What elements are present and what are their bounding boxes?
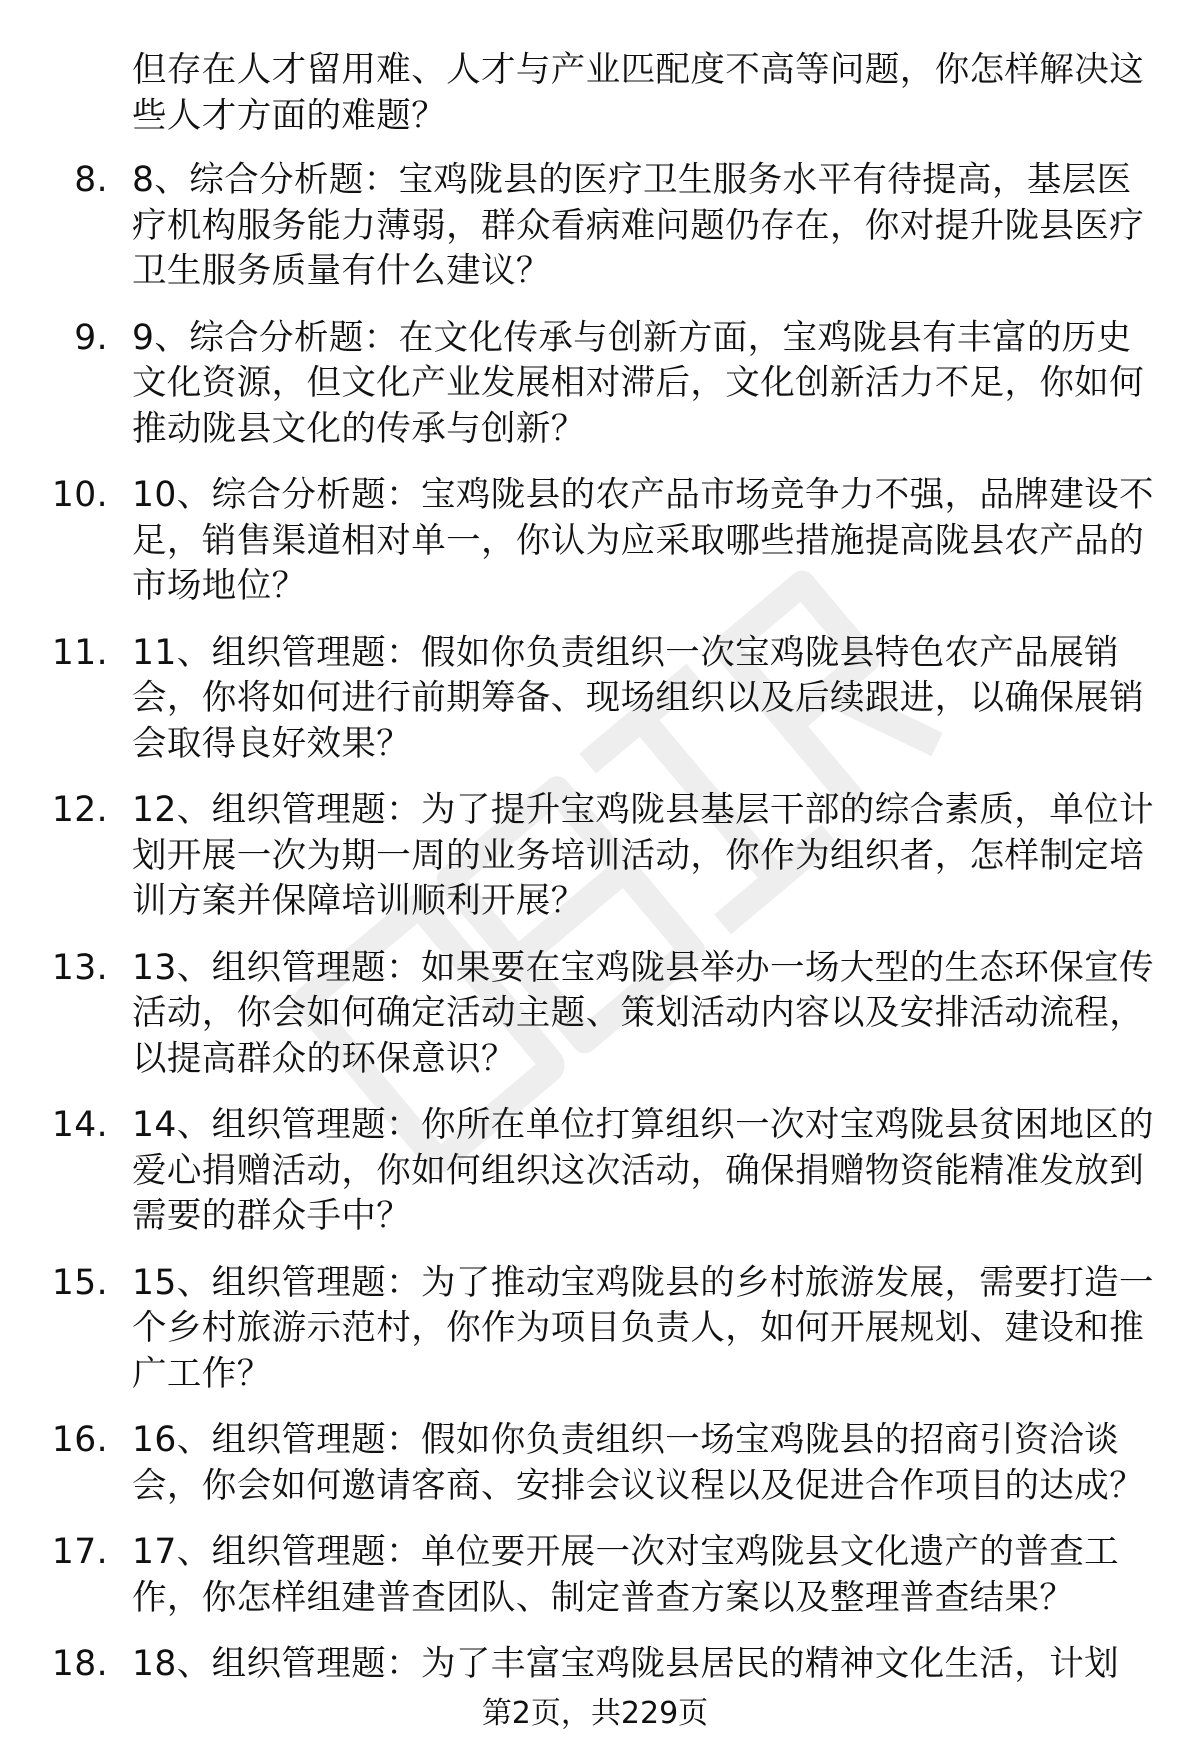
item-number: 14.: [51, 1105, 108, 1145]
item-number: 11.: [51, 632, 108, 673]
item-text: 10、综合分析题：宝鸡陇县的农产品市场竞争力不强，品牌建设不足，销售渠道相对单一，你认为应采取哪些措施提高陇县农产品的市场地位？: [132, 475, 1154, 606]
page-footer: 第2页，共229页: [481, 1696, 709, 1731]
item-number: 15.: [51, 1262, 108, 1303]
list-item: [0, 631, 1190, 768]
question-list: [0, 48, 1190, 1709]
list-item: [0, 316, 1190, 453]
item-text: 18、组织管理题：为了丰富宝鸡陇县居民的精神文化生活，计划: [132, 1644, 1119, 1684]
list-item: [0, 788, 1190, 925]
list-item: [0, 946, 1190, 1083]
item-number: 18.: [51, 1644, 108, 1684]
list-item: [0, 1418, 1190, 1509]
list-item: [0, 1642, 1190, 1688]
item-text: 12、组织管理题：为了提升宝鸡陇县基层干部的综合素质，单位计划开展一次为期一周的业务培训活动，你作为组织者，怎样制定培训方案并保障培训顺利开展？: [132, 790, 1154, 921]
list-item: [0, 1530, 1190, 1621]
item-number: 12.: [51, 790, 108, 830]
list-item-continuation: [0, 48, 1190, 139]
item-text: 17、组织管理题：单位要开展一次对宝鸡陇县文化遗产的普查工作，你怎样组建普查团队、制定普查方案以及整理普查结果？: [132, 1532, 1119, 1618]
list-item: [0, 1261, 1190, 1398]
item-number: 13.: [51, 947, 108, 988]
item-text: 11、组织管理题：假如你负责组织一次宝鸡陇县特色农产品展销会，你将如何进行前期筹备、现场组织以及后续跟进，以确保展销会取得良好效果？: [132, 632, 1145, 764]
item-text: 8、综合分析题：宝鸡陇县的医疗卫生服务水平有待提高，基层医疗机构服务能力薄弱，群众看病难问题仍存在，你对提升陇县医疗卫生服务质量有什么建议？: [132, 160, 1145, 291]
item-text: 但存在人才留用难、人才与产业匹配度不高等问题，你怎样解决这些人才方面的难题？: [132, 50, 1145, 136]
item-number: 17.: [51, 1532, 108, 1572]
item-number: 9.: [74, 317, 108, 358]
item-text: 14、组织管理题：你所在单位打算组织一次对宝鸡陇县贫困地区的爱心捐赠活动，你如何组织这次活动，确保捐赠物资能精准发放到需要的群众手中？: [132, 1105, 1154, 1236]
item-text: 9、综合分析题：在文化传承与创新方面，宝鸡陇县有丰富的历史文化资源，但文化产业发展相对滞后，文化创新活力不足，你如何推动陇县文化的传承与创新？: [132, 317, 1145, 449]
list-item: [0, 158, 1190, 295]
item-text: 15、组织管理题：为了推动宝鸡陇县的乡村旅游发展，需要打造一个乡村旅游示范村，你作为项目负责人，如何开展规划、建设和推广工作？: [132, 1262, 1154, 1394]
item-text: 16、组织管理题：假如你负责组织一场宝鸡陇县的招商引资洽谈会，你会如何邀请客商、安排会议议程以及促进合作项目的达成？: [132, 1420, 1145, 1506]
item-number: 16.: [51, 1420, 108, 1460]
list-item: [0, 473, 1190, 610]
list-item: [0, 1103, 1190, 1240]
item-number: 10.: [51, 475, 108, 515]
item-text: 13、组织管理题：如果要在宝鸡陇县举办一场大型的生态环保宣传活动，你会如何确定活动主题、策划活动内容以及安排活动流程，以提高群众的环保意识？: [132, 947, 1154, 1079]
item-number: 8.: [74, 160, 108, 200]
